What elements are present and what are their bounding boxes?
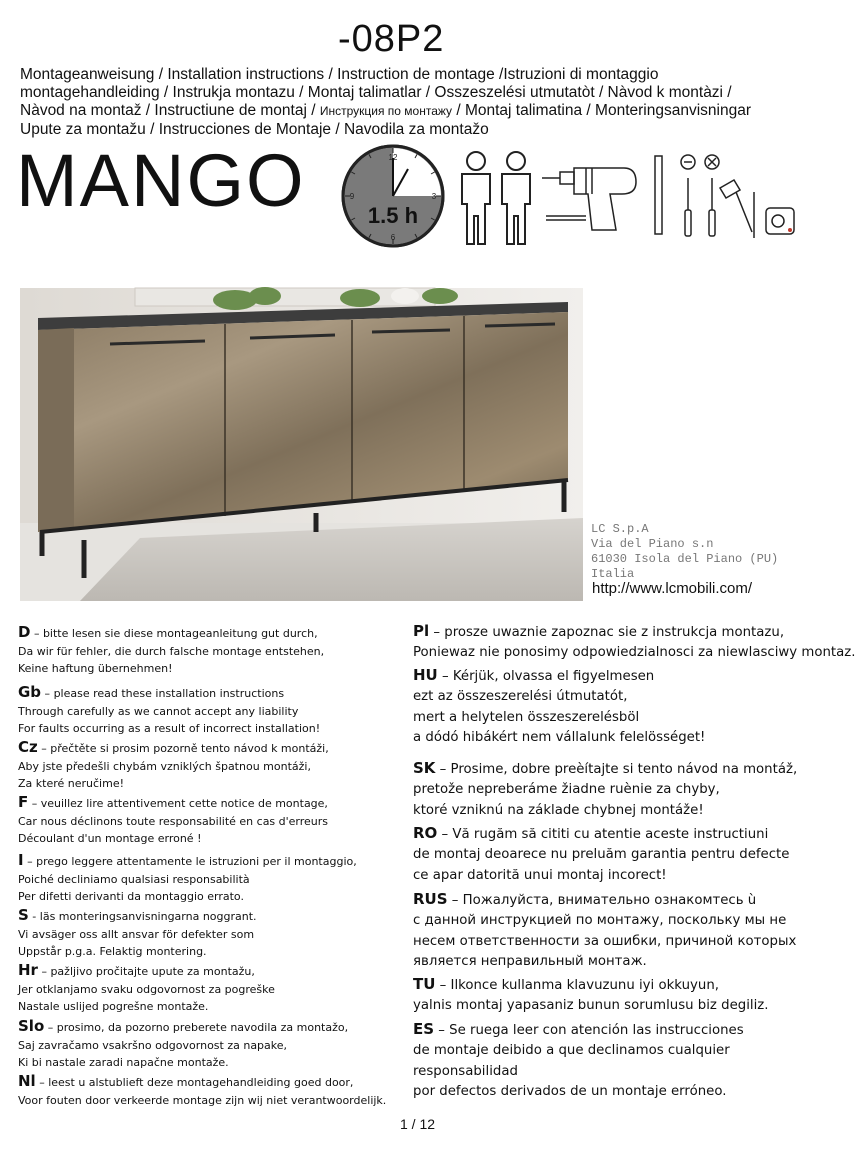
notice-text: prego leggere attentamente le istruzioni per il montaggio,: [36, 855, 357, 868]
notice-text: responsabilidad: [413, 1063, 518, 1079]
notice-text: de montaj deoarece nu preluăm garantia pentru defecte: [413, 847, 790, 863]
notice-line: [18, 998, 275, 1016]
separator: –: [437, 669, 453, 684]
notice-text: Through carefully as we cannot accept any liability: [18, 704, 299, 718]
notice-line: [413, 708, 705, 728]
notice-line: [413, 687, 705, 707]
drill-icon: [542, 160, 647, 235]
notice-text: prosze uwaznie zapoznac sie z instrukcja montazu,: [444, 625, 785, 640]
notice-pl: [413, 621, 856, 664]
notice-text: несем ответственности за ошибки, причиной которых: [413, 933, 797, 949]
notice-line: [18, 871, 357, 889]
notice-line: [18, 1037, 348, 1055]
notice-line: [18, 720, 320, 738]
notice-text: Découlant d'un montage erroné !: [18, 832, 202, 845]
notice-es: [413, 1019, 744, 1103]
notice-text: Voor fouten door verkeerde montage zijn wij niet verantwoordelijk.: [18, 1093, 387, 1107]
notice-line: [18, 775, 329, 793]
notice-line: [18, 888, 357, 906]
language-code: F: [18, 793, 29, 811]
notice-text: Uppstår p.g.a. Felaktig montering.: [18, 945, 207, 958]
language-code: HU: [413, 666, 438, 684]
notice-nl: [18, 1073, 386, 1109]
notice-text: läs monteringsanvisningarna noggrant.: [39, 910, 257, 923]
notice-text: Per difetti derivanti da montaggio errato.: [18, 890, 244, 903]
language-code: ES: [413, 1020, 435, 1038]
notice-text: Poiché decliniamo qualsiasi responsabilità: [18, 872, 250, 886]
notice-text: Ilkonce kullanma klavuzunu iyi okkuyun,: [450, 978, 719, 993]
notice-line: [18, 624, 324, 643]
notice-i: [18, 852, 357, 906]
ruler-icon: [655, 156, 662, 234]
notice-text: přečtěte si prosim pozorně tento návod k montáži,: [50, 742, 329, 755]
notice-text: veuillez lire attentivement cette notice de montage,: [40, 797, 328, 810]
notice-line: [413, 952, 796, 972]
hand-tools-icon: [650, 152, 800, 248]
model-code: -08P2: [338, 18, 445, 60]
notice-line: [413, 996, 768, 1016]
notice-line: [18, 660, 324, 678]
notice-line: [413, 1062, 744, 1082]
notice-tu: [413, 974, 768, 1017]
notice-line: [18, 1073, 386, 1092]
notice-text: Nastale uslijed pogrešne montaže.: [18, 1000, 209, 1013]
separator: –: [44, 1021, 57, 1034]
notice-line: [18, 813, 328, 831]
notice-text: pretože nepreberáme žiadne ruènie za chyby,: [413, 782, 720, 798]
company-street: Via del Piano s.n: [591, 537, 714, 551]
notice-text: de montaje deibido a que declinamos cualquier: [413, 1043, 730, 1059]
notice-line: [413, 823, 789, 845]
separator: –: [35, 1076, 49, 1089]
separator: –: [434, 1023, 450, 1038]
notice-text: pažljivo pročitajte upute za montažu,: [50, 965, 255, 978]
notice-line: [413, 643, 856, 663]
notice-text: Vă rugăm să cititi cu atentie aceste instructiuni: [452, 827, 769, 842]
notice-text: Kérjük, olvassa el figyelmesen: [452, 669, 655, 684]
notice-line: [413, 1019, 744, 1041]
language-code: Pl: [413, 622, 430, 640]
title-line-3-russian: Инструкция по монтажу: [319, 104, 453, 118]
notice-slo: [18, 1018, 348, 1072]
separator: –: [429, 625, 445, 640]
notice-text: Poniewaz nie ponosimy odpowiedzialnosci za niewlasciwy montaz.: [413, 645, 856, 661]
notice-line: [413, 758, 797, 780]
notice-text: Jer otklanjamo svaku odgovornost za pogreške: [18, 982, 275, 996]
notice-text: Prosime, dobre preèítajte si tento návod na montáž,: [450, 762, 798, 777]
two-persons-icon: [456, 150, 536, 246]
notice-text: является неправильный монтаж.: [413, 954, 647, 970]
separator: –: [435, 978, 451, 993]
product-name: MANGO: [16, 139, 306, 222]
notice-text: por defectos derivados de un montaje erróneo.: [413, 1084, 727, 1100]
notice-hu: [413, 665, 705, 749]
notice-line: [413, 621, 856, 643]
assembly-time: 1.5 h: [367, 203, 419, 228]
separator: –: [447, 893, 463, 908]
company-name: LC S.p.A: [591, 522, 649, 536]
notice-line: [413, 1041, 744, 1061]
separator: –: [23, 855, 37, 868]
notice-text: ce apar datorită unui montaj incorect!: [413, 867, 667, 883]
product-photo: [20, 288, 583, 601]
notice-text: bitte lesen sie diese montageanleitung gut durch,: [42, 627, 318, 640]
notice-line: [18, 830, 328, 848]
notice-line: [413, 1082, 744, 1102]
title-line-3-end: / Montaj talimatina / Monteringsanvisningar: [452, 102, 751, 119]
language-code: RO: [413, 824, 438, 842]
notice-hr: [18, 962, 275, 1016]
notice-text: please read these installation instructions: [53, 687, 285, 700]
notice-line: [413, 780, 797, 800]
page-indicator: 1 / 12: [400, 1116, 436, 1132]
notice-line: [18, 981, 275, 999]
notice-line: [413, 665, 705, 687]
notice-text: Vi avsäger oss allt ansvar för defekter som: [18, 927, 255, 941]
notice-text: Пожалуйста, внимательно ознакомтесь ù: [462, 893, 757, 908]
notice-line: [413, 889, 796, 911]
separator: –: [30, 627, 43, 640]
notice-line: [413, 932, 796, 952]
notice-text: ktoré vzniknú na základe chybnej montáže!: [413, 802, 704, 818]
clock-number-12: 12: [388, 153, 398, 162]
notice-text: с данной инструкцией по монтажу, поскольку мы не: [413, 913, 787, 929]
notice-line: [18, 703, 320, 721]
language-code: Slo: [18, 1017, 45, 1035]
notice-line: [413, 728, 705, 748]
manufacturer-address: [591, 522, 778, 582]
notice-text: Keine haftung übernehmen!: [18, 662, 173, 675]
notice-line: [18, 758, 329, 776]
notice-line: [18, 1018, 348, 1037]
notice-gb: [18, 684, 320, 738]
notice-cz: [18, 739, 329, 793]
notice-line: [18, 907, 257, 926]
notice-text: ezt az összeszerelési útmutatót,: [413, 689, 628, 705]
notice-text: Aby jste předešli chybám vzniklých špatnou montáži,: [18, 759, 311, 773]
language-code: Hr: [18, 961, 38, 979]
separator: –: [28, 797, 41, 810]
notice-sk: [413, 758, 797, 821]
notice-line: [18, 943, 257, 961]
title-line-2: montagehandleiding / Instrukja montazu / Montaj talimatlar / Osszeszelési utmutatòt / Nàvod k montàzi /: [20, 84, 732, 101]
notice-line: [18, 739, 329, 758]
separator: -: [28, 910, 40, 923]
separator: –: [435, 762, 451, 777]
clock-number-6: 6: [390, 233, 396, 242]
notice-line: [18, 794, 328, 813]
notice-text: Saj zavračamo vsakršno odgovornost za napake,: [18, 1038, 288, 1052]
separator: –: [437, 827, 453, 842]
notice-text: Da wir für fehler, die durch falsche montage entstehen,: [18, 644, 325, 658]
title-line-4: Upute za montažu / Instrucciones de Montaje / Navodila za montažo: [20, 121, 489, 138]
notice-text: For faults occurring as a result of incorrect installation!: [18, 722, 321, 735]
notice-text: prosimo, da pozorno preberete navodila za montažo,: [56, 1021, 349, 1034]
notice-text: mert a helytelen összeszerelésböl: [413, 709, 640, 725]
notice-line: [18, 1054, 348, 1072]
notice-line: [18, 852, 357, 871]
notice-line: [18, 926, 257, 944]
notice-line: [413, 974, 768, 996]
notice-line: [18, 684, 320, 703]
notice-text: a dódó hibákért nem vállalunk felelösséget!: [413, 730, 706, 746]
language-code: D: [18, 623, 31, 641]
notice-text: yalnis montaj yapasaniz bunun sorumlusu biz degiliz.: [413, 998, 769, 1014]
language-code: RUS: [413, 890, 448, 908]
title-line-1: Montageanweisung / Installation instructions / Instruction de montage /Istruzioni di montaggio: [20, 66, 659, 83]
language-code: TU: [413, 975, 436, 993]
notice-text: Se ruega leer con atención las instrucciones: [449, 1023, 744, 1038]
notice-line: [18, 1092, 386, 1110]
separator: –: [37, 742, 51, 755]
language-code: Cz: [18, 738, 38, 756]
clock-number-3: 3: [431, 192, 437, 201]
separator: –: [41, 687, 54, 700]
notice-line: [413, 801, 797, 821]
notice-line: [18, 962, 275, 981]
notice-text: leest u alstublieft deze montagehandleiding goed door,: [48, 1076, 354, 1089]
notice-line: [18, 643, 324, 661]
company-city: 61030 Isola del Piano (PU): [591, 552, 779, 566]
language-code: Nl: [18, 1072, 36, 1090]
notice-line: [413, 845, 789, 865]
website-link[interactable]: http://www.lcmobili.com/: [592, 580, 753, 597]
language-code: S: [18, 906, 29, 924]
title-line-3: [20, 102, 751, 120]
clock-number-9: 9: [349, 192, 355, 201]
notice-s: [18, 907, 257, 961]
language-code: Gb: [18, 683, 42, 701]
separator: –: [37, 965, 51, 978]
clock-icon: [340, 143, 446, 249]
language-code: I: [18, 851, 24, 869]
notice-text: Ki bi nastale zaradi napačne montaže.: [18, 1056, 229, 1069]
notice-line: [413, 866, 789, 886]
notice-line: [413, 911, 796, 931]
notice-ro: [413, 823, 789, 886]
notice-rus: [413, 889, 796, 973]
notice-d: [18, 624, 324, 678]
notice-f: [18, 794, 328, 848]
notice-text: Za které neručime!: [18, 777, 124, 790]
notice-text: Car nous déclinons toute responsabilité en cas d'erreurs: [18, 814, 329, 828]
language-code: SK: [413, 759, 436, 777]
company-country: Italia: [591, 567, 635, 581]
title-line-3-start: Nàvod na montaž / Instructiune de montaj /: [20, 102, 320, 119]
